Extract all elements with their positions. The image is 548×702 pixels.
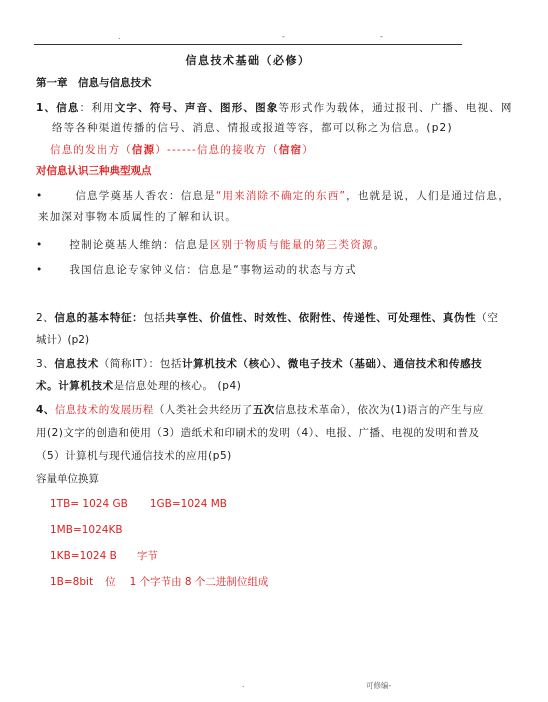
text-run: （空 — [476, 312, 499, 324]
text-run: 。 — [373, 239, 386, 251]
capacity-heading: 容量单位换算 — [36, 473, 99, 485]
emphasis-text: 五次 — [252, 404, 275, 416]
footer-text: 可修编- — [366, 681, 392, 690]
bullet-icon: • — [36, 239, 44, 251]
capacity-line-2: 1MB=1024KB — [50, 524, 123, 536]
emphasis-text: 信宿 — [278, 144, 303, 156]
section-4-line-1 — [36, 403, 532, 417]
header-dot: . — [118, 32, 121, 41]
section-term: 信息技术 — [54, 358, 99, 370]
emphasis-text: 区别于物质与能量的第三类资源 — [209, 239, 374, 251]
emphasis-text: 信息技术的发展历程 — [54, 404, 154, 416]
emphasis-text: 共享性、价值性、时效性、依附性、传递性、可处理性、真伪性 — [165, 312, 477, 324]
view-1-line-1 — [36, 189, 532, 203]
section-2-line-1 — [36, 311, 532, 325]
text-run: 1 个字节由 8 个二进制位组成 — [129, 576, 269, 588]
view-2 — [36, 238, 532, 252]
views-heading: 对信息认识三种典型观点 — [36, 165, 152, 177]
section-term: 信息的基本特征： — [54, 312, 144, 324]
text-run: ） — [302, 144, 314, 156]
section-1-line-1 — [36, 101, 532, 115]
section-number: 1、 — [36, 102, 57, 114]
section-number: 3、 — [36, 358, 55, 370]
sender-receiver-line — [50, 143, 546, 157]
text-run: 我国信息论专家钟义信：信息是“事物运动的状态与方式 — [69, 264, 357, 276]
text-run: 信息技术革命），依次为(1)语言的产生与应 — [274, 404, 484, 416]
text-run: 信息学奠基人香农：信息是 — [75, 190, 216, 202]
section-4-line-2: 用(2)文字的创造和使用（3）造纸术和印刷术的发明（4）、电报、广播、电视的发明和普及 — [36, 427, 480, 439]
section-number: 2、 — [36, 312, 55, 324]
section-3-line-2 — [36, 379, 532, 393]
bullet-icon: • — [36, 190, 44, 202]
text-run: 是信息处理的核心。 (p4) — [113, 380, 242, 392]
view-3 — [36, 263, 532, 277]
capacity-line-3 — [50, 549, 546, 563]
bullet-icon: • — [36, 264, 44, 276]
emphasis-text: “用来消除不确定的东西” — [215, 190, 347, 202]
chapter-heading: 第一章 信息与信息技术 — [36, 77, 152, 89]
header-rule — [34, 44, 462, 45]
page-title: 信息技术基础（必修） — [185, 54, 311, 67]
header-dash: - — [380, 32, 383, 41]
text-run: ：利用 — [79, 102, 115, 114]
text-run: ，也就是说，人们是通过信息， — [346, 190, 510, 202]
text-run: 位 — [105, 576, 116, 588]
text-run: 1TB= 1024 GB — [50, 498, 128, 510]
text-run: （人类社会共经历了 — [153, 404, 253, 416]
text-run: 字节 — [136, 550, 158, 562]
text-run: 包括 — [143, 312, 166, 324]
capacity-line-4 — [50, 575, 546, 589]
emphasis-text: 。计算机技术 — [47, 380, 114, 392]
capacity-line-1 — [50, 497, 546, 511]
text-run: 1GB=1024 MB — [149, 498, 227, 510]
text-run: 1B=8bit — [50, 576, 94, 588]
view-1-line-2: 来加深对事物本质属性的了解和认识。 — [38, 211, 237, 223]
text-run: 信息的发出方（ — [50, 144, 132, 156]
section-2-line-2: 城计）(p2) — [36, 334, 90, 346]
text-run: ）------信息的接收方（ — [155, 144, 279, 156]
header-dash: - — [282, 32, 285, 41]
emphasis-text: 术 — [36, 380, 48, 392]
section-4-line-3: （5）计算机与现代通信技术的应用(p5) — [36, 450, 232, 462]
section-1-line-2: 络等各种渠道传播的信号、消息、情报或报道等容，都可以称之为信息。(p2) — [52, 122, 453, 134]
emphasis-text: 计算机技术（核心）、微电子技术（基础）、通信技术和传感技 — [181, 358, 483, 370]
text-run: （简称IT）：包括 — [98, 358, 182, 370]
section-3-line-1 — [36, 357, 532, 371]
text-run: 等形式作为载体，通过报刊、广播、电视、网 — [278, 102, 513, 114]
section-term: 信息 — [56, 102, 80, 114]
emphasis-text: 文字、符号、声音、图形、图象 — [114, 102, 279, 114]
section-number: 4、 — [36, 404, 55, 416]
text-run: 控制论奠基人维纳：信息是 — [69, 239, 210, 251]
text-run: 1KB=1024 B — [50, 550, 117, 562]
emphasis-text: 信源 — [131, 144, 156, 156]
footer-dot: . — [242, 680, 245, 689]
